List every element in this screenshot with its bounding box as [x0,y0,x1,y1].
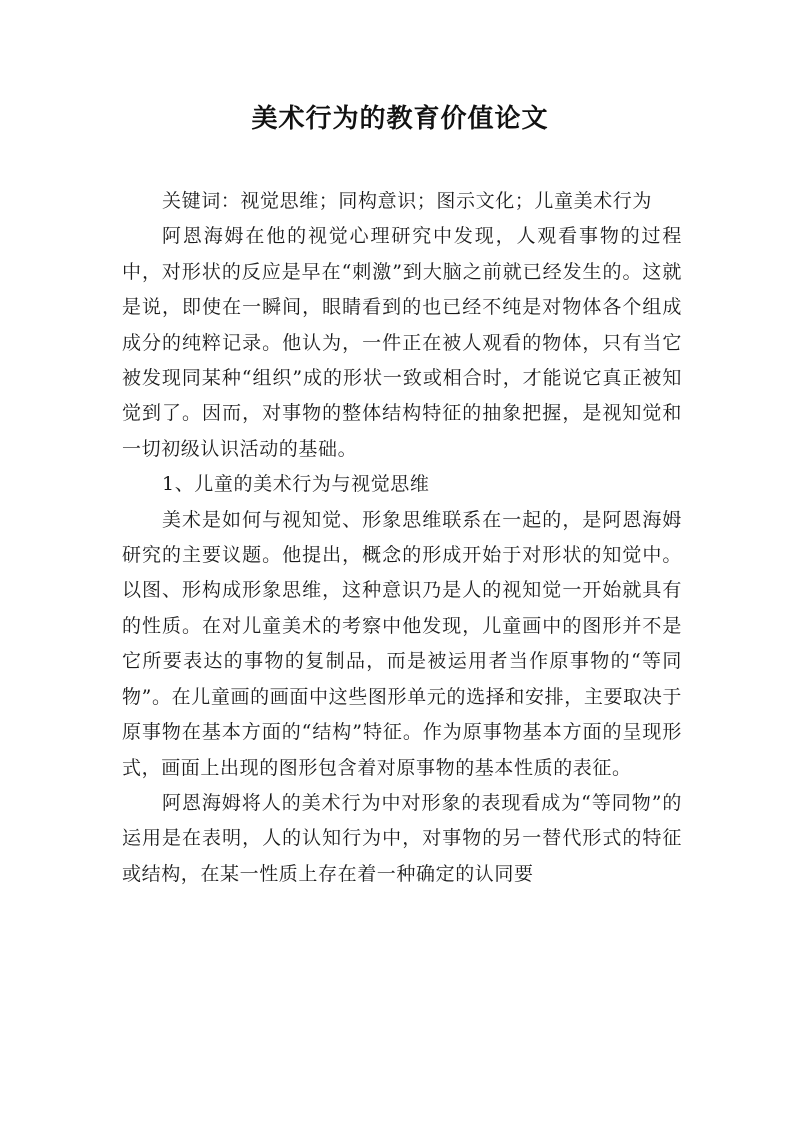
body-paragraph: 阿恩海姆在他的视觉心理研究中发现，人观看事物的过程中，对形状的反应是早在“刺激”到大脑之前就已经发生的。这就是说，即使在一瞬间，眼睛看到的也已经不纯是对物体各个组成成分的纯粹记录。他认为，一件正在被人观看的物体，只有当它被发现同某种“组织”成的形状一致或相合时，才能说它真正被知觉到了。因而，对事物的整体结构特征的抽象把握，是视知觉和一切初级认识活动的基础。 [122,225,682,460]
document-body [122,184,682,892]
document-title: 美术行为的教育价值论文 [251,104,549,134]
section-heading: 1、儿童的美术行为与视觉思维 [162,473,430,496]
keywords-paragraph: 关键词：视觉思维；同构意识；图示文化；儿童美术行为 [162,190,653,212]
body-paragraph: 阿恩海姆将人的美术行为中对形象的表现看成为“等同物”的运用是在表明，人的认知行为中，对事物的另一替代形式的特征或结构，在某一性质上存在着一种确定的认同要 [122,791,682,885]
body-paragraph: 美术是如何与视知觉、形象思维联系在一起的，是阿恩海姆研究的主要议题。他提出，概念的形成开始于对形状的知觉中。以图、形构成形象思维，这种意识乃是人的视知觉一开始就具有的性质。在对儿童美术的考察中他发现，儿童画中的图形并不是它所要表达的事物的复制品，而是被运用者当作原事物的“等同物”。在儿童画的画面中这些图形单元的选择和安排，主要取决于原事物在基本方面的“结构”特征。作为原事物基本方面的呈现形式，画面上出现的图形包含着对原事物的基本性质的表征。 [122,508,682,779]
